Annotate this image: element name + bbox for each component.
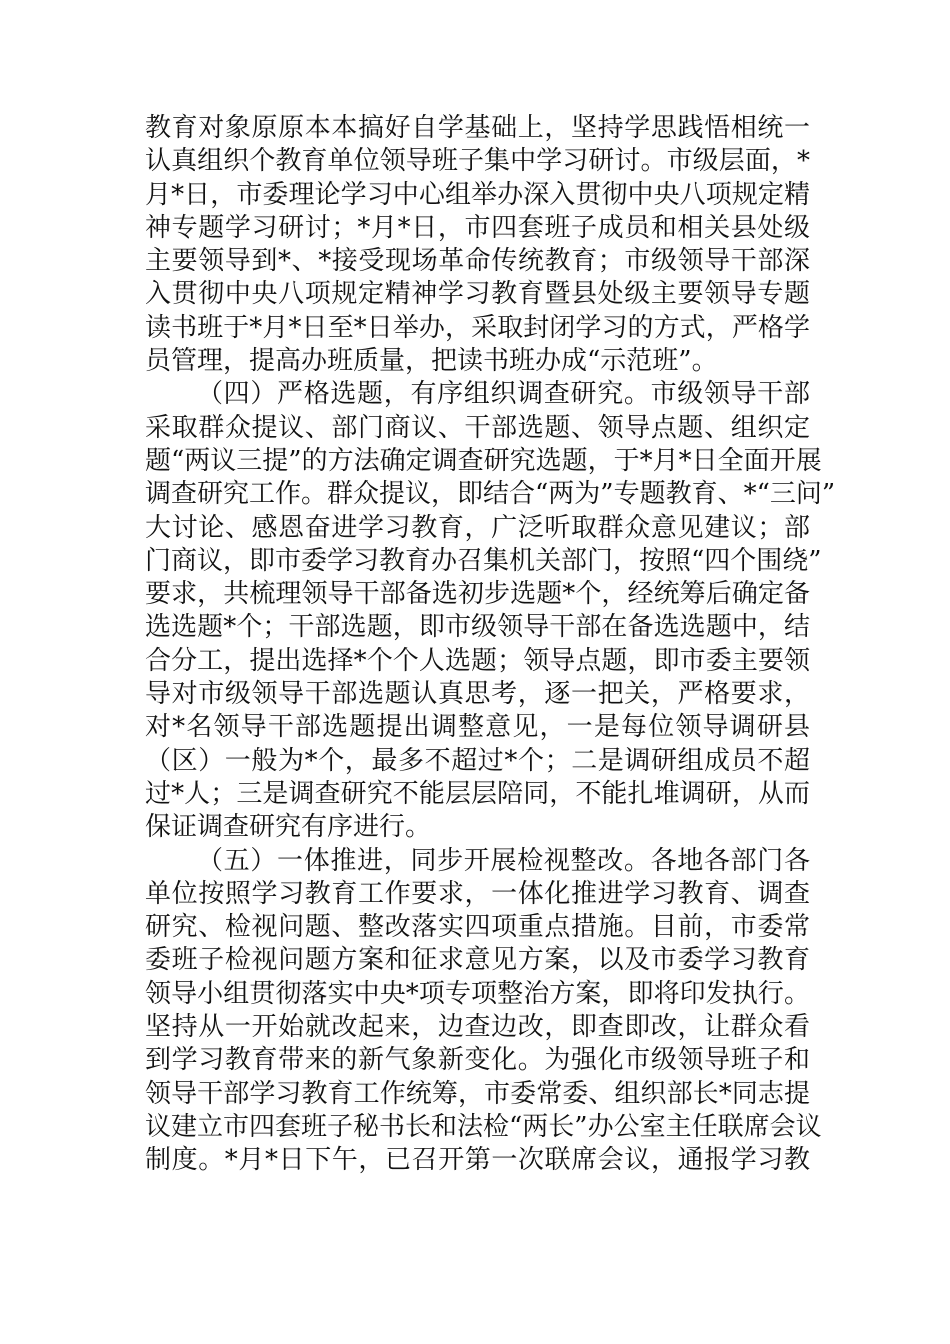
document-body — [145, 112, 836, 1178]
text-line: 研究、检视问题、整改落实四项重点措施。目前，市委常 — [145, 912, 810, 943]
text-line: 保证调查研究有序进行。 — [145, 812, 432, 843]
text-line: 月*日，市委理论学习中心组举办深入贯彻中央八项规定精 — [145, 179, 810, 210]
text-line: 选选题*个；干部选题，即市级领导干部在备选选题中，结 — [145, 612, 810, 643]
text-line: 过*人；三是调查研究不能层层陪同，不能扎堆调研，从而 — [145, 778, 810, 809]
text-line: 教育对象原原本本搞好自学基础上，坚持学思践悟相统一 — [145, 113, 810, 143]
text-line: 对*名领导干部选题提出调整意见，一是每位领导调研县 — [145, 712, 810, 743]
text-line: 要求，共梳理领导干部备选初步选题*个，经统筹后确定备 — [145, 579, 810, 610]
text-line: 主要领导到*、*接受现场革命传统教育；市级领导干部深 — [145, 246, 810, 277]
section-heading-line: （五）一体推进，同步开展检视整改。各地各部门各 — [197, 845, 810, 876]
text-line: 认真组织个教育单位领导班子集中学习研讨。市级层面，* — [145, 146, 810, 177]
text-line: （区）一般为*个，最多不超过*个；二是调研组成员不超 — [145, 745, 810, 776]
text-line: 导对市级领导干部选题认真思考，逐一把关，严格要求， — [145, 679, 810, 710]
text-line: 题“两议三提”的方法确定调查研究选题，于*月*日全面开展 — [145, 445, 822, 476]
text-line: 领导干部学习教育工作统筹，市委常委、组织部长*同志提 — [145, 1078, 810, 1109]
section-heading-line: （四）严格选题，有序组织调查研究。市级领导干部 — [197, 379, 810, 410]
text-line: 领导小组贯彻落实中央*项专项整治方案，即将印发执行。 — [145, 978, 810, 1009]
text-line: 到学习教育带来的新气象新变化。为强化市级领导班子和 — [145, 1045, 810, 1076]
text-line: 读书班于*月*日至*日举办，采取封闭学习的方式，严格学 — [145, 312, 810, 343]
text-line: 入贯彻中央八项规定精神学习教育暨县处级主要领导专题 — [145, 279, 810, 310]
text-line: 门商议，即市委学习教育办召集机关部门，按照“四个围绕” — [145, 545, 822, 576]
text-line: 制度。*月*日下午，已召开第一次联席会议，通报学习教 — [145, 1145, 810, 1176]
text-line: 议建立市四套班子秘书长和法检“两长”办公室主任联席会议 — [145, 1111, 822, 1142]
text-line: 坚持从一开始就改起来，边查边改，即查即改，让群众看 — [145, 1012, 810, 1043]
text-line: 调查研究工作。群众提议，即结合“两为”专题教育、*“三问” — [145, 479, 836, 510]
text-line: 员管理，提高办班质量，把读书班办成“示范班”。 — [145, 346, 718, 377]
text-line: 大讨论、感恩奋进学习教育，广泛听取群众意见建议；部 — [145, 512, 810, 543]
text-line: 神专题学习研讨；*月*日，市四套班子成员和相关县处级 — [145, 212, 810, 243]
text-line: 合分工，提出选择*个个人选题；领导点题，即市委主要领 — [145, 645, 810, 676]
text-line: 单位按照学习教育工作要求，一体化推进学习教育、调查 — [145, 878, 810, 909]
text-line: 采取群众提议、部门商议、干部选题、领导点题、组织定 — [145, 412, 810, 443]
text-line: 委班子检视问题方案和征求意见方案，以及市委学习教育 — [145, 945, 810, 976]
